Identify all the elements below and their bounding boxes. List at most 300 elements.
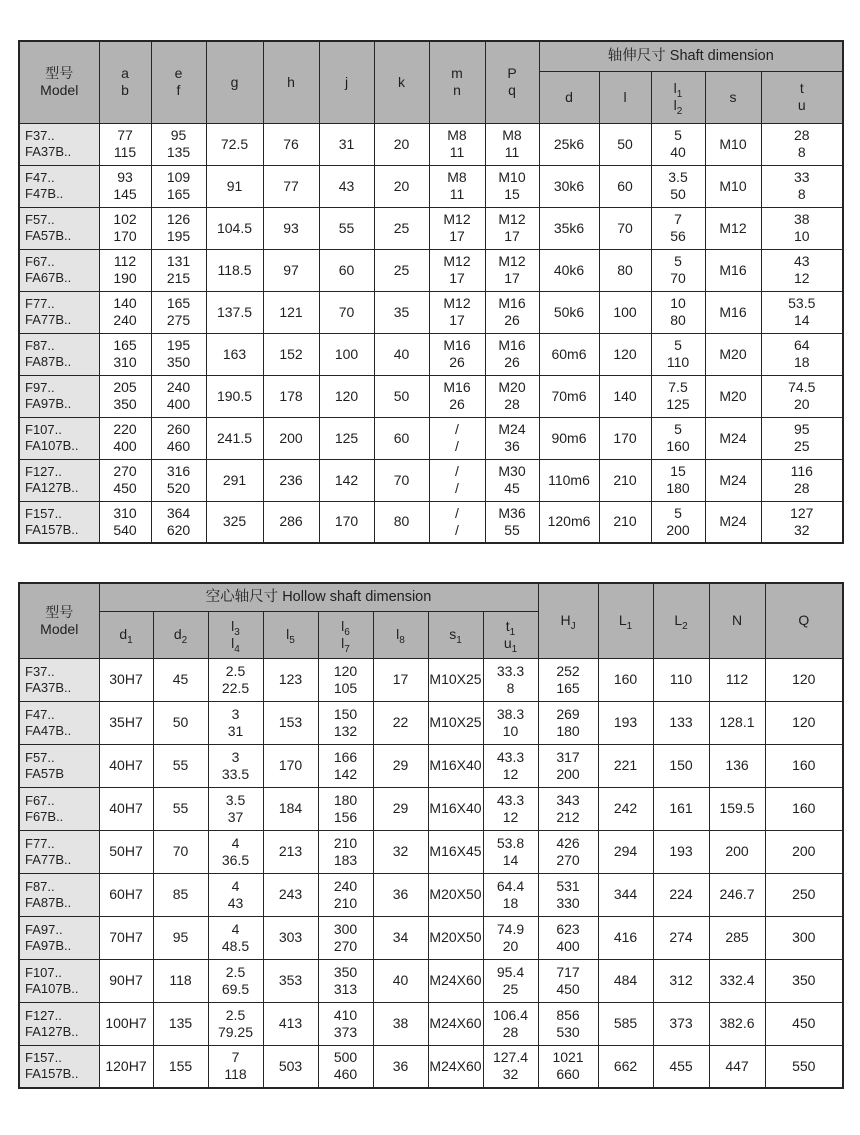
value-cell: 243 — [263, 873, 318, 916]
value-cell: 50 — [153, 701, 208, 744]
value-cell: 15 180 — [651, 459, 705, 501]
value-cell: 350 313 — [318, 959, 373, 1002]
shaft-dimension-table — [18, 40, 844, 544]
value-cell: 45 — [153, 658, 208, 701]
value-cell: 40 — [374, 333, 429, 375]
value-cell: 34 — [373, 916, 428, 959]
model-cell: F67.. F67B.. — [19, 787, 99, 830]
value-cell: 53.5 14 — [761, 291, 843, 333]
value-cell: 20 — [374, 123, 429, 165]
value-cell: 127.4 32 — [483, 1045, 538, 1088]
model-cell: F107.. FA107B.. — [19, 959, 99, 1002]
value-cell: 300 — [765, 916, 843, 959]
value-cell: M20X50 — [428, 873, 483, 916]
model-cell: FA97.. FA97B.. — [19, 916, 99, 959]
col-header-q: Q — [765, 583, 843, 658]
value-cell: 76 — [263, 123, 319, 165]
value-cell: 344 — [598, 873, 653, 916]
model-cell: F127.. FA127B.. — [19, 459, 99, 501]
value-cell: 7.5 125 — [651, 375, 705, 417]
value-cell: 410 373 — [318, 1002, 373, 1045]
value-cell: 43 — [319, 165, 374, 207]
value-cell: 30H7 — [99, 658, 153, 701]
col-header-d: d — [539, 71, 599, 123]
value-cell: M16 26 — [485, 291, 539, 333]
value-cell: 22 — [373, 701, 428, 744]
value-cell: 210 — [599, 459, 651, 501]
value-cell: M20 — [705, 375, 761, 417]
model-cell: F57.. FA57B — [19, 744, 99, 787]
value-cell: 50k6 — [539, 291, 599, 333]
value-cell: 2.5 69.5 — [208, 959, 263, 1002]
value-cell: 95 25 — [761, 417, 843, 459]
value-cell: 285 — [709, 916, 765, 959]
value-cell: 455 — [653, 1045, 709, 1088]
value-cell: 55 — [153, 744, 208, 787]
value-cell: 160 — [598, 658, 653, 701]
value-cell: 270 450 — [99, 459, 151, 501]
value-cell: 43.3 12 — [483, 744, 538, 787]
table-row — [19, 1045, 843, 1088]
value-cell: 85 — [153, 873, 208, 916]
value-cell: 193 — [598, 701, 653, 744]
value-cell: 40k6 — [539, 249, 599, 291]
value-cell: 200 — [765, 830, 843, 873]
value-cell: 662 — [598, 1045, 653, 1088]
value-cell: 5 70 — [651, 249, 705, 291]
value-cell: M10X25 — [428, 658, 483, 701]
model-column-header: 型号 Model — [19, 41, 99, 123]
value-cell: M10 — [705, 123, 761, 165]
value-cell: 53.8 14 — [483, 830, 538, 873]
value-cell: 60 — [374, 417, 429, 459]
value-cell: 155 — [153, 1045, 208, 1088]
col-header-h: h — [263, 41, 319, 123]
value-cell: / / — [429, 417, 485, 459]
value-cell: 213 — [263, 830, 318, 873]
col-header-s1: $s_1$ — [428, 611, 483, 658]
value-cell: 140 240 — [99, 291, 151, 333]
value-cell: 2.5 22.5 — [208, 658, 263, 701]
model-cell: F107.. FA107B.. — [19, 417, 99, 459]
value-cell: 210 183 — [318, 830, 373, 873]
table-row — [19, 249, 843, 291]
col-header-e-f: e f — [151, 41, 206, 123]
value-cell: 32 — [373, 830, 428, 873]
table-row — [19, 291, 843, 333]
value-cell: 110 — [653, 658, 709, 701]
value-cell: 325 — [206, 501, 263, 543]
value-cell: 220 400 — [99, 417, 151, 459]
value-cell: 30k6 — [539, 165, 599, 207]
value-cell: 90H7 — [99, 959, 153, 1002]
value-cell: M12 17 — [429, 249, 485, 291]
value-cell: 40H7 — [99, 787, 153, 830]
value-cell: 350 — [765, 959, 843, 1002]
value-cell: 447 — [709, 1045, 765, 1088]
value-cell: 127 32 — [761, 501, 843, 543]
value-cell: 5 40 — [651, 123, 705, 165]
value-cell: / / — [429, 501, 485, 543]
value-cell: 142 — [319, 459, 374, 501]
value-cell: 74.5 20 — [761, 375, 843, 417]
value-cell: 36 — [373, 873, 428, 916]
value-cell: 77 — [263, 165, 319, 207]
value-cell: 4 48.5 — [208, 916, 263, 959]
value-cell: 166 142 — [318, 744, 373, 787]
table-row — [19, 417, 843, 459]
value-cell: 4 43 — [208, 873, 263, 916]
value-cell: 250 — [765, 873, 843, 916]
value-cell: 25 — [374, 249, 429, 291]
value-cell: 286 — [263, 501, 319, 543]
value-cell: 240 210 — [318, 873, 373, 916]
value-cell: 500 460 — [318, 1045, 373, 1088]
hollow-group-header: 空心轴尺寸 Hollow shaft dimension — [99, 583, 538, 611]
value-cell: 28 8 — [761, 123, 843, 165]
value-cell: M24X60 — [428, 1045, 483, 1088]
value-cell: 484 — [598, 959, 653, 1002]
value-cell: 4 36.5 — [208, 830, 263, 873]
col-header-j: j — [319, 41, 374, 123]
value-cell: 317 200 — [538, 744, 598, 787]
value-cell: 131 215 — [151, 249, 206, 291]
value-cell: M12 17 — [429, 207, 485, 249]
value-cell: M24X60 — [428, 959, 483, 1002]
col-header-m-n: m n — [429, 41, 485, 123]
value-cell: 152 — [263, 333, 319, 375]
value-cell: 236 — [263, 459, 319, 501]
value-cell: 3.5 50 — [651, 165, 705, 207]
value-cell: 170 — [599, 417, 651, 459]
value-cell: 36 — [373, 1045, 428, 1088]
col-header-g: g — [206, 41, 263, 123]
value-cell: 97 — [263, 249, 319, 291]
value-cell: 60m6 — [539, 333, 599, 375]
value-cell: 38 10 — [761, 207, 843, 249]
value-cell: 20 — [374, 165, 429, 207]
table-row — [19, 375, 843, 417]
col-header-s: s — [705, 71, 761, 123]
value-cell: M20X50 — [428, 916, 483, 959]
col-header-hj: $H_J$ — [538, 583, 598, 658]
value-cell: M10X25 — [428, 701, 483, 744]
value-cell: 184 — [263, 787, 318, 830]
value-cell: 120 — [599, 333, 651, 375]
value-cell: 332.4 — [709, 959, 765, 1002]
value-cell: M8 11 — [485, 123, 539, 165]
value-cell: 161 — [653, 787, 709, 830]
value-cell: 104.5 — [206, 207, 263, 249]
table-row — [19, 873, 843, 916]
value-cell: 170 — [263, 744, 318, 787]
value-cell: M12 17 — [485, 249, 539, 291]
value-cell: 2.5 79.25 — [208, 1002, 263, 1045]
value-cell: 312 — [653, 959, 709, 1002]
value-cell: 450 — [765, 1002, 843, 1045]
value-cell: 126 195 — [151, 207, 206, 249]
value-cell: 43 12 — [761, 249, 843, 291]
value-cell: 93 — [263, 207, 319, 249]
model-cell: F87.. FA87B.. — [19, 873, 99, 916]
value-cell: 426 270 — [538, 830, 598, 873]
value-cell: 165 310 — [99, 333, 151, 375]
value-cell: 100H7 — [99, 1002, 153, 1045]
value-cell: 382.6 — [709, 1002, 765, 1045]
value-cell: 70 — [599, 207, 651, 249]
col-header-d1: $d_1$ — [99, 611, 153, 658]
col-header-l: l — [599, 71, 651, 123]
value-cell: M16 26 — [429, 333, 485, 375]
value-cell: 35k6 — [539, 207, 599, 249]
value-cell: 316 520 — [151, 459, 206, 501]
value-cell: 623 400 — [538, 916, 598, 959]
value-cell: 125 — [319, 417, 374, 459]
model-cell: F77.. FA77B.. — [19, 291, 99, 333]
value-cell: M10 15 — [485, 165, 539, 207]
value-cell: 413 — [263, 1002, 318, 1045]
value-cell: M16X40 — [428, 744, 483, 787]
value-cell: 128.1 — [709, 701, 765, 744]
value-cell: M10 — [705, 165, 761, 207]
value-cell: M24 — [705, 417, 761, 459]
value-cell: 269 180 — [538, 701, 598, 744]
value-cell: 95.4 25 — [483, 959, 538, 1002]
value-cell: M24X60 — [428, 1002, 483, 1045]
value-cell: M12 17 — [429, 291, 485, 333]
value-cell: 7 118 — [208, 1045, 263, 1088]
value-cell: 200 — [709, 830, 765, 873]
model-cell: F97.. FA97B.. — [19, 375, 99, 417]
hollow-table-body — [19, 658, 843, 1088]
value-cell: M16 26 — [429, 375, 485, 417]
value-cell: 137.5 — [206, 291, 263, 333]
value-cell: 120 105 — [318, 658, 373, 701]
table-row — [19, 959, 843, 1002]
value-cell: 210 — [599, 501, 651, 543]
table-row — [19, 123, 843, 165]
value-cell: 100 — [599, 291, 651, 333]
value-cell: 33.3 8 — [483, 658, 538, 701]
value-cell: 178 — [263, 375, 319, 417]
value-cell: 135 — [153, 1002, 208, 1045]
value-cell: 190.5 — [206, 375, 263, 417]
value-cell: 221 — [598, 744, 653, 787]
value-cell: 240 400 — [151, 375, 206, 417]
value-cell: 70m6 — [539, 375, 599, 417]
value-cell: 3 33.5 — [208, 744, 263, 787]
value-cell: 35H7 — [99, 701, 153, 744]
value-cell: 120m6 — [539, 501, 599, 543]
value-cell: 112 190 — [99, 249, 151, 291]
value-cell: 29 — [373, 744, 428, 787]
value-cell: 109 165 — [151, 165, 206, 207]
value-cell: 1021 660 — [538, 1045, 598, 1088]
value-cell: M16 26 — [485, 333, 539, 375]
value-cell: M16 — [705, 291, 761, 333]
value-cell: M24 36 — [485, 417, 539, 459]
value-cell: 110m6 — [539, 459, 599, 501]
model-cell: F127.. FA127B.. — [19, 1002, 99, 1045]
col-header-k: k — [374, 41, 429, 123]
value-cell: 5 160 — [651, 417, 705, 459]
value-cell: 91 — [206, 165, 263, 207]
col-header-d2: $d_2$ — [153, 611, 208, 658]
value-cell: 136 — [709, 744, 765, 787]
value-cell: 294 — [598, 830, 653, 873]
model-cell: F87.. FA87B.. — [19, 333, 99, 375]
value-cell: 55 — [319, 207, 374, 249]
table-row — [19, 459, 843, 501]
value-cell: 93 145 — [99, 165, 151, 207]
value-cell: 95 135 — [151, 123, 206, 165]
value-cell: 121 — [263, 291, 319, 333]
col-header-p-q: P q — [485, 41, 539, 123]
value-cell: 140 — [599, 375, 651, 417]
table-row — [19, 701, 843, 744]
value-cell: 291 — [206, 459, 263, 501]
value-cell: 159.5 — [709, 787, 765, 830]
table-row — [19, 333, 843, 375]
col-header-l8: $l_8$ — [373, 611, 428, 658]
value-cell: 118 — [153, 959, 208, 1002]
value-cell: 160 — [765, 787, 843, 830]
value-cell: 241.5 — [206, 417, 263, 459]
value-cell: 260 460 — [151, 417, 206, 459]
value-cell: 373 — [653, 1002, 709, 1045]
value-cell: M12 — [705, 207, 761, 249]
value-cell: 38.3 10 — [483, 701, 538, 744]
value-cell: 160 — [765, 744, 843, 787]
value-cell: 40H7 — [99, 744, 153, 787]
value-cell: 90m6 — [539, 417, 599, 459]
col-header-cap-l2: $L_2$ — [653, 583, 709, 658]
value-cell: 64 18 — [761, 333, 843, 375]
value-cell: 25k6 — [539, 123, 599, 165]
value-cell: 303 — [263, 916, 318, 959]
value-cell: 163 — [206, 333, 263, 375]
table-row — [19, 916, 843, 959]
col-header-n: N — [709, 583, 765, 658]
value-cell: 717 450 — [538, 959, 598, 1002]
model-cell: F157.. FA157B.. — [19, 501, 99, 543]
value-cell: 7 56 — [651, 207, 705, 249]
col-header-t-u: t u — [761, 71, 843, 123]
value-cell: 95 — [153, 916, 208, 959]
value-cell: 550 — [765, 1045, 843, 1088]
value-cell: 102 170 — [99, 207, 151, 249]
value-cell: 60 — [319, 249, 374, 291]
value-cell: 165 275 — [151, 291, 206, 333]
value-cell: 246.7 — [709, 873, 765, 916]
value-cell: 74.9 20 — [483, 916, 538, 959]
value-cell: 60 — [599, 165, 651, 207]
value-cell: M24 — [705, 501, 761, 543]
value-cell: 224 — [653, 873, 709, 916]
col-header-l5: $l_5$ — [263, 611, 318, 658]
value-cell: 40 — [373, 959, 428, 1002]
value-cell: M12 17 — [485, 207, 539, 249]
value-cell: 153 — [263, 701, 318, 744]
value-cell: 180 156 — [318, 787, 373, 830]
col-header-a-b: a b — [99, 41, 151, 123]
value-cell: 274 — [653, 916, 709, 959]
value-cell: 106.4 28 — [483, 1002, 538, 1045]
value-cell: 205 350 — [99, 375, 151, 417]
value-cell: 252 165 — [538, 658, 598, 701]
value-cell: 416 — [598, 916, 653, 959]
col-header-l6-l7: $l_6$ $l_7$ — [318, 611, 373, 658]
value-cell: 80 — [374, 501, 429, 543]
model-cell: F37.. FA37B.. — [19, 123, 99, 165]
value-cell: 112 — [709, 658, 765, 701]
col-header-l3-l4: $l_3$ $l_4$ — [208, 611, 263, 658]
model-cell: F37.. FA37B.. — [19, 658, 99, 701]
value-cell: 5 110 — [651, 333, 705, 375]
value-cell: M20 — [705, 333, 761, 375]
value-cell: 343 212 — [538, 787, 598, 830]
value-cell: 80 — [599, 249, 651, 291]
value-cell: 856 530 — [538, 1002, 598, 1045]
value-cell: 3 31 — [208, 701, 263, 744]
value-cell: 5 200 — [651, 501, 705, 543]
value-cell: 133 — [653, 701, 709, 744]
model-cell: F67.. FA67B.. — [19, 249, 99, 291]
value-cell: 50H7 — [99, 830, 153, 873]
col-header-t1-u1: $t_1$ $u_1$ — [483, 611, 538, 658]
value-cell: 150 132 — [318, 701, 373, 744]
value-cell: 123 — [263, 658, 318, 701]
value-cell: 3.5 37 — [208, 787, 263, 830]
value-cell: 170 — [319, 501, 374, 543]
value-cell: 195 350 — [151, 333, 206, 375]
value-cell: 77 115 — [99, 123, 151, 165]
value-cell: 50 — [374, 375, 429, 417]
value-cell: 310 540 — [99, 501, 151, 543]
table-row — [19, 1002, 843, 1045]
value-cell: 120H7 — [99, 1045, 153, 1088]
value-cell: 50 — [599, 123, 651, 165]
value-cell: 585 — [598, 1002, 653, 1045]
value-cell: 70H7 — [99, 916, 153, 959]
value-cell: 31 — [319, 123, 374, 165]
value-cell: 43.3 12 — [483, 787, 538, 830]
value-cell: 17 — [373, 658, 428, 701]
value-cell: 70 — [374, 459, 429, 501]
value-cell: 33 8 — [761, 165, 843, 207]
value-cell: 10 80 — [651, 291, 705, 333]
hollow-table-header — [19, 583, 843, 658]
table-row — [19, 207, 843, 249]
table-row — [19, 165, 843, 207]
value-cell: 64.4 18 — [483, 873, 538, 916]
value-cell: 118.5 — [206, 249, 263, 291]
value-cell: 200 — [263, 417, 319, 459]
value-cell: 25 — [374, 207, 429, 249]
value-cell: 531 330 — [538, 873, 598, 916]
col-header-cap-l1: $L_1$ — [598, 583, 653, 658]
value-cell: 116 28 — [761, 459, 843, 501]
model-cell: F57.. FA57B.. — [19, 207, 99, 249]
col-header-l1-l2: $l_1$ $l_2$ — [651, 71, 705, 123]
table-row — [19, 501, 843, 543]
model-column-header: 型号 Model — [19, 583, 99, 658]
table-row — [19, 787, 843, 830]
value-cell: 55 — [153, 787, 208, 830]
value-cell: 38 — [373, 1002, 428, 1045]
value-cell: 70 — [153, 830, 208, 873]
value-cell: / / — [429, 459, 485, 501]
